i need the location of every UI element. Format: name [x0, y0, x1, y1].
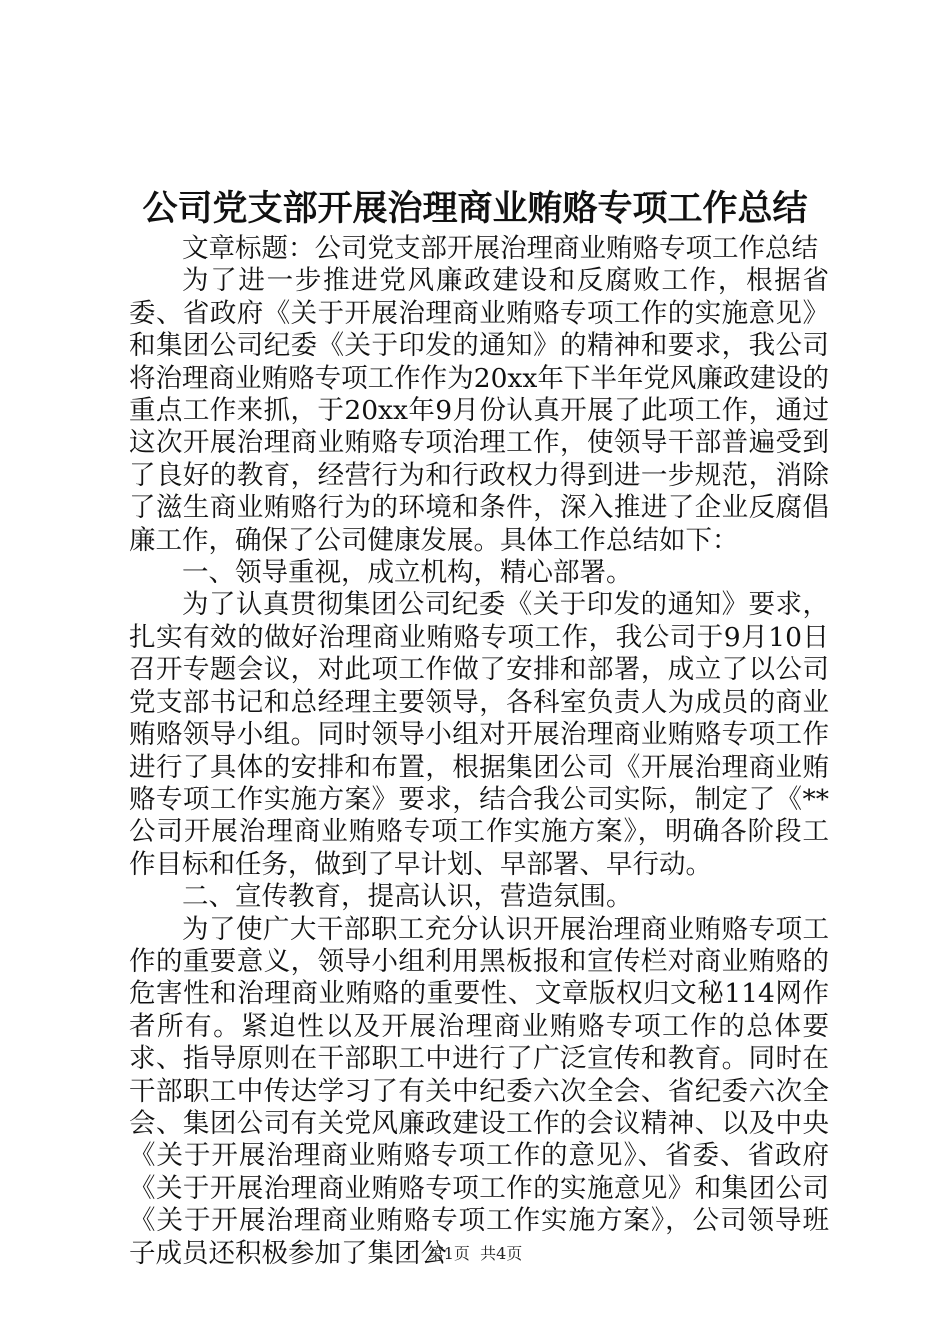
document-body	[129, 233, 829, 1270]
section-heading-2: 二、宣传教育，提高认识，营造氛围。	[182, 881, 633, 913]
article-title-line: 文章标题：公司党支部开展治理商业贿赂专项工作总结	[182, 233, 818, 264]
section-heading-1: 一、领导重视，成立机构，精心部署。	[182, 557, 633, 589]
intro-paragraph: 为了进一步推进党风廉政建设和反腐败工作，根据省委、省政府《关于开展治理商业贿赂专项工作的实施意见》和集团公司纪委《关于印发的通知》的精神和要求，我公司将治理商业贿赂专项工作作为20xx年下半年党风廉政建设的重点工作来抓，于20xx年9月份认真开展了此项工作，通过这次开展治理商业贿赂专项治理工作，使领导干部普遍受到了良好的教育，经营行为和行政权力得到进一步规范，消除了滋生商业贿赂行为的环境和条件，深入推进了企业反腐倡廉工作，确保了公司健康发展。具体工作总结如下：	[129, 265, 829, 556]
section-1-paragraph: 为了认真贯彻集团公司纪委《关于印发的通知》要求，扎实有效的做好治理商业贿赂专项工作，我公司于9月10日召开专题会议，对此项工作做了安排和部署，成立了以公司党支部书记和总经理主要领导，各科室负责人为成员的商业贿赂领导小组。同时领导小组对开展治理商业贿赂专项工作进行了具体的安排和布置，根据集团公司《开展治理商业贿赂专项工作实施方案》要求，结合我公司实际，制定了《**公司开展治理商业贿赂专项工作实施方案》，明确各阶段工作目标和任务，做到了早计划、早部署、早行动。	[129, 589, 829, 880]
page-number-footer: 第1页 共4页	[427, 1244, 523, 1263]
section-2-paragraph: 为了使广大干部职工充分认识开展治理商业贿赂专项工作的重要意义，领导小组利用黑板报和宣传栏对商业贿赂的危害性和治理商业贿赂的重要性、文章版权归文秘114网作者所有。紧迫性以及开展治理商业贿赂专项工作的总体要求、指导原则在干部职工中进行了广泛宣传和教育。同时在干部职工中传达学习了有关中纪委六次全会、省纪委六次全会、集团公司有关党风廉政建设工作的会议精神、以及中央《关于开展治理商业贿赂专项工作的意见》、省委、省政府《关于开展治理商业贿赂专项工作的实施意见》和集团公司《关于开展治理商业贿赂专项工作实施方案》，公司领导班子成员还积极参加了集团公	[129, 913, 829, 1269]
document-title: 公司党支部开展治理商业贿赂专项工作总结	[142, 189, 808, 229]
